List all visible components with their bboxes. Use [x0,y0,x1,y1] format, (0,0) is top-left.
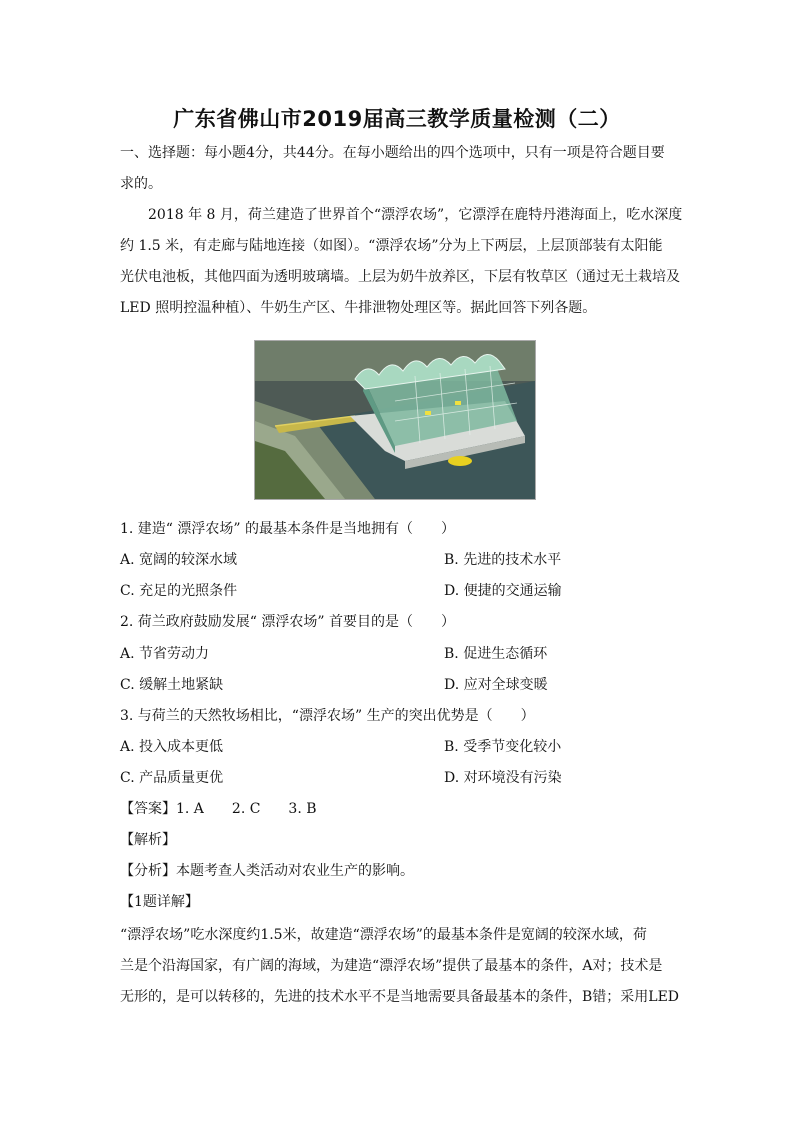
option-c: C. 产品质量更优 [120,770,224,786]
section-header-line-1: 一、选择题：每小题4分，共44分。在每小题给出的四个选项中，只有一项是符合题目要 [120,145,665,161]
detail-label: 【1题详解】 [120,894,199,910]
page-title: 广东省佛山市2019届高三教学质量检测（二） [173,107,621,131]
option-c: C. 充足的光照条件 [120,583,238,599]
option-d: D. 对环境没有污染 [444,770,562,786]
passage-line: 光伏电池板，其他四面为透明玻璃墙。上层为奶牛放养区，下层有牧草区（通过无土栽培及 [120,269,680,285]
passage-line: 2018 年 8 月，荷兰建造了世界首个“漂浮农场”，它漂浮在鹿特丹港海面上，吃水深度 [148,207,683,223]
passage-line: LED 照明控温种植）、牛奶生产区、牛排泄物处理区等。据此回答下列各题。 [120,300,597,316]
question-stem: 3. 与荷兰的天然牧场相比，“漂浮农场” 生产的突出优势是（ ） [120,708,535,724]
option-c: C. 缓解土地紧缺 [120,677,224,693]
option-b: B. 先进的技术水平 [444,552,562,568]
answer-line: 【答案】1. A 2. C 3. B [120,801,317,817]
detail-line: “漂浮农场”吃水深度约1.5米，故建造“漂浮农场”的最基本条件是宽阔的较深水域，荷 [120,927,647,943]
detail-line: 兰是个沿海国家，有广阔的海域，为建造“漂浮农场”提供了最基本的条件，A对；技术是 [120,958,663,974]
option-b: B. 受季节变化较小 [444,739,562,755]
floating-farm-image [254,340,536,500]
option-d: D. 应对全球变暖 [444,677,548,693]
question-stem: 2. 荷兰政府鼓励发展“ 漂浮农场” 首要目的是（ ） [120,614,456,630]
option-d: D. 便捷的交通运输 [444,583,562,599]
question-stem: 1. 建造“ 漂浮农场” 的最基本条件是当地拥有（ ） [120,521,456,537]
option-a: A. 投入成本更低 [120,739,224,755]
analysis-label: 【解析】 [120,832,176,848]
option-a: A. 节省劳动力 [120,646,210,662]
option-b: B. 促进生态循环 [444,646,548,662]
passage-line: 约 1.5 米，有走廊与陆地连接（如图）。“漂浮农场”分为上下两层，上层顶部装有太阳能 [120,238,663,254]
detail-line: 无形的，是可以转移的，先进的技术水平不是当地需要具备最基本的条件，B错；采用LED [120,989,680,1005]
option-a: A. 宽阔的较深水域 [120,552,238,568]
section-header-line-2: 求的。 [120,176,162,192]
analysis-line: 【分析】本题考查人类活动对农业生产的影响。 [120,863,414,879]
